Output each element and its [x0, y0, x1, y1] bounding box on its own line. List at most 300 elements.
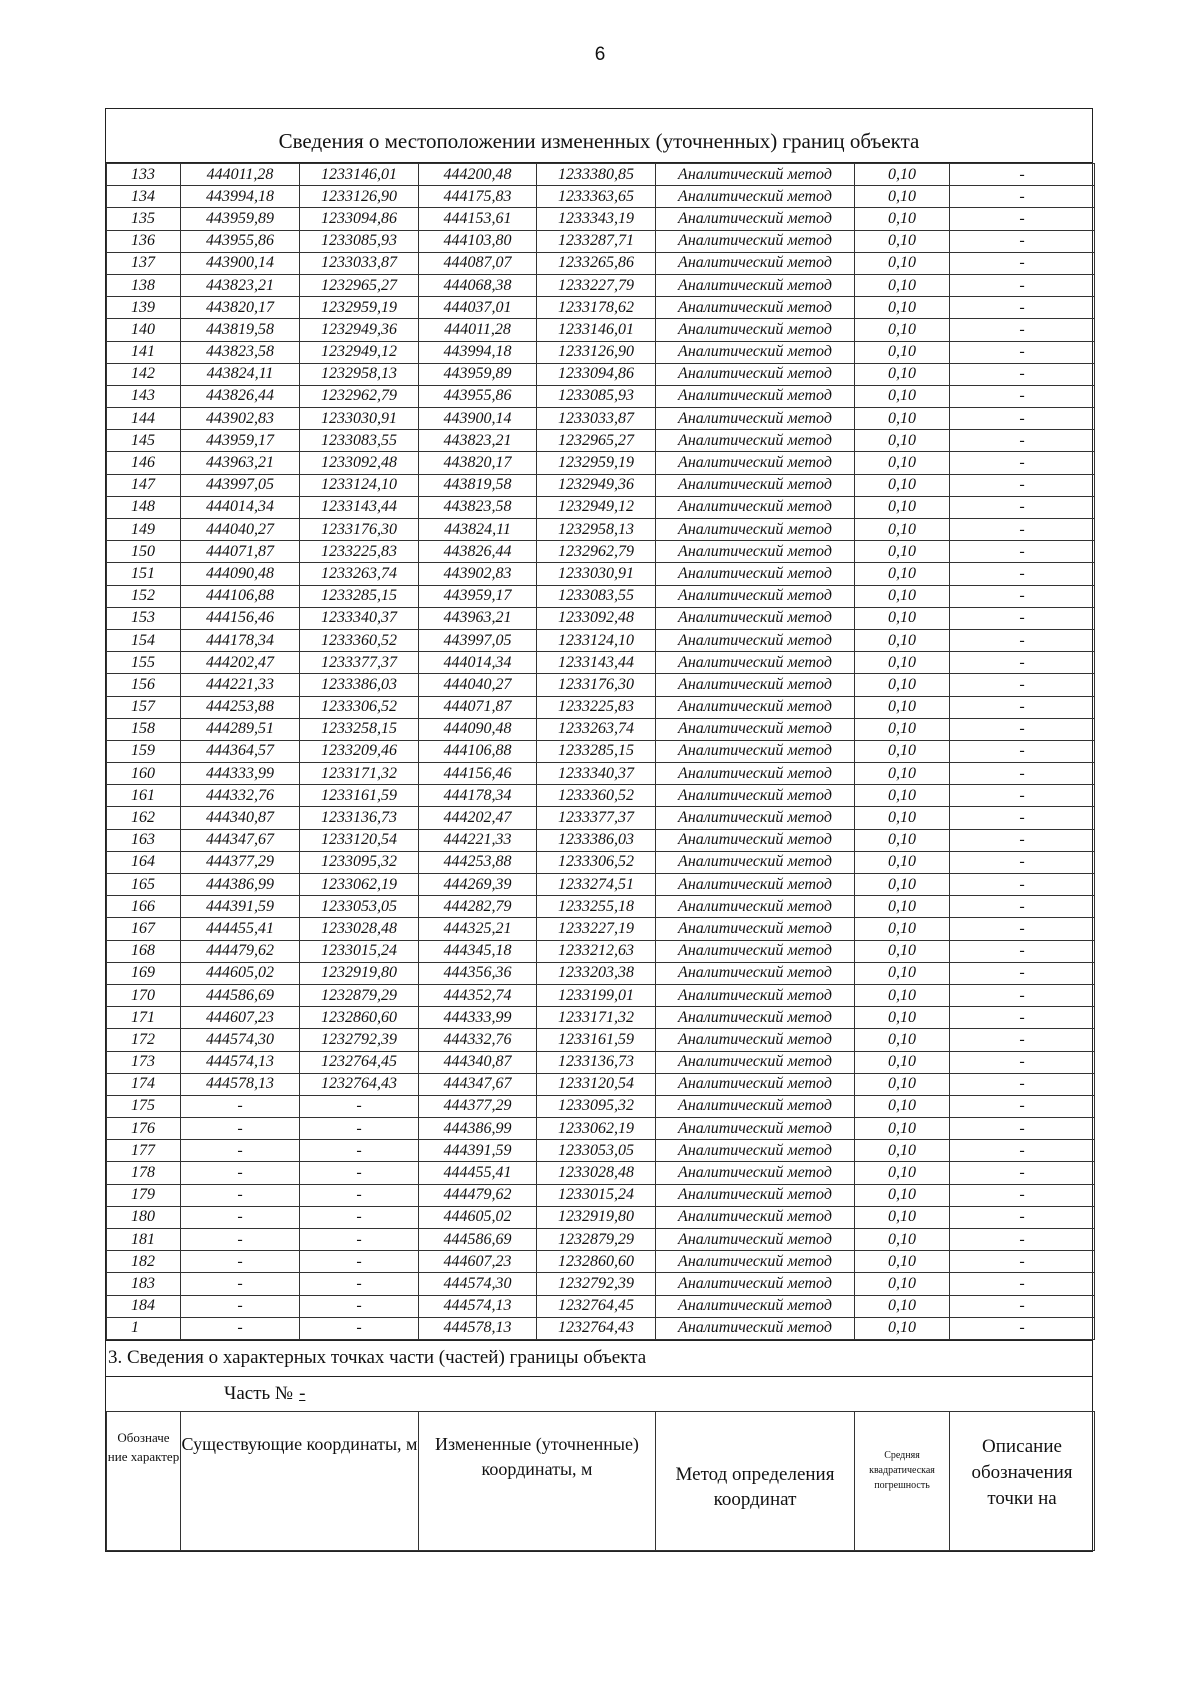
- accuracy-cell: 0,10: [855, 230, 950, 252]
- method-cell: Аналитический метод: [656, 1206, 855, 1228]
- changed-x-cell: 443963,21: [419, 607, 537, 629]
- table-row: [107, 1007, 1095, 1029]
- header-method: Метод определения координат: [656, 1411, 855, 1550]
- changed-x-cell: 444221,33: [419, 829, 537, 851]
- changed-x-cell: 444153,61: [419, 208, 537, 230]
- changed-y-cell: 1233033,87: [537, 408, 656, 430]
- method-cell: Аналитический метод: [656, 652, 855, 674]
- point-number-cell: 160: [107, 763, 181, 785]
- accuracy-cell: 0,10: [855, 1295, 950, 1317]
- point-number-cell: 147: [107, 474, 181, 496]
- existing-y-cell: -: [300, 1206, 419, 1228]
- method-cell: Аналитический метод: [656, 918, 855, 940]
- existing-y-cell: 1232949,36: [300, 319, 419, 341]
- description-cell: -: [950, 452, 1095, 474]
- method-cell: Аналитический метод: [656, 230, 855, 252]
- changed-y-cell: 1232860,60: [537, 1251, 656, 1273]
- existing-y-cell: 1233176,30: [300, 519, 419, 541]
- existing-x-cell: 444333,99: [181, 763, 300, 785]
- existing-x-cell: 443902,83: [181, 408, 300, 430]
- changed-y-cell: 1233227,19: [537, 918, 656, 940]
- changed-y-cell: 1233363,65: [537, 186, 656, 208]
- changed-y-cell: 1233085,93: [537, 385, 656, 407]
- existing-y-cell: 1233126,90: [300, 186, 419, 208]
- section3-header-table: [106, 1411, 1095, 1551]
- point-number-cell: 170: [107, 984, 181, 1006]
- description-cell: -: [950, 297, 1095, 319]
- existing-x-cell: 443963,21: [181, 452, 300, 474]
- changed-y-cell: 1233030,91: [537, 563, 656, 585]
- changed-y-cell: 1233203,38: [537, 962, 656, 984]
- method-cell: Аналитический метод: [656, 1251, 855, 1273]
- existing-y-cell: 1233225,83: [300, 541, 419, 563]
- accuracy-cell: 0,10: [855, 674, 950, 696]
- changed-x-cell: 444103,80: [419, 230, 537, 252]
- accuracy-cell: 0,10: [855, 1206, 950, 1228]
- point-number-cell: 136: [107, 230, 181, 252]
- changed-x-cell: 444040,27: [419, 674, 537, 696]
- accuracy-cell: 0,10: [855, 718, 950, 740]
- existing-y-cell: 1233085,93: [300, 230, 419, 252]
- changed-y-cell: 1232949,36: [537, 474, 656, 496]
- description-cell: -: [950, 1029, 1095, 1051]
- accuracy-cell: 0,10: [855, 1073, 950, 1095]
- changed-x-cell: 443900,14: [419, 408, 537, 430]
- existing-y-cell: -: [300, 1095, 419, 1117]
- table-row: [107, 652, 1095, 674]
- accuracy-cell: 0,10: [855, 563, 950, 585]
- changed-y-cell: 1233285,15: [537, 740, 656, 762]
- table-row: [107, 563, 1095, 585]
- changed-y-cell: 1233227,79: [537, 274, 656, 296]
- existing-x-cell: 444605,02: [181, 962, 300, 984]
- point-number-cell: 158: [107, 718, 181, 740]
- table-row: [107, 829, 1095, 851]
- description-cell: -: [950, 652, 1095, 674]
- description-cell: -: [950, 563, 1095, 585]
- point-number-cell: 154: [107, 629, 181, 651]
- table-row: [107, 629, 1095, 651]
- accuracy-cell: 0,10: [855, 807, 950, 829]
- part-value: -: [299, 1382, 306, 1404]
- existing-x-cell: 444156,46: [181, 607, 300, 629]
- accuracy-cell: 0,10: [855, 984, 950, 1006]
- description-cell: -: [950, 1273, 1095, 1295]
- accuracy-cell: 0,10: [855, 829, 950, 851]
- table-row: [107, 341, 1095, 363]
- existing-y-cell: -: [300, 1273, 419, 1295]
- accuracy-cell: 0,10: [855, 541, 950, 563]
- changed-x-cell: 444479,62: [419, 1184, 537, 1206]
- table-row: [107, 385, 1095, 407]
- changed-x-cell: 443955,86: [419, 385, 537, 407]
- existing-x-cell: 443819,58: [181, 319, 300, 341]
- changed-x-cell: 444352,74: [419, 984, 537, 1006]
- description-cell: -: [950, 252, 1095, 274]
- changed-y-cell: 1233094,86: [537, 363, 656, 385]
- table-row: [107, 274, 1095, 296]
- point-number-cell: 139: [107, 297, 181, 319]
- method-cell: Аналитический метод: [656, 785, 855, 807]
- method-cell: Аналитический метод: [656, 563, 855, 585]
- table-row: [107, 363, 1095, 385]
- existing-y-cell: 1233030,91: [300, 408, 419, 430]
- method-cell: Аналитический метод: [656, 341, 855, 363]
- table-row: [107, 918, 1095, 940]
- accuracy-cell: 0,10: [855, 408, 950, 430]
- table-row: [107, 674, 1095, 696]
- description-cell: -: [950, 829, 1095, 851]
- accuracy-cell: 0,10: [855, 1140, 950, 1162]
- existing-y-cell: 1232965,27: [300, 274, 419, 296]
- accuracy-cell: 0,10: [855, 1051, 950, 1073]
- changed-y-cell: 1233095,32: [537, 1095, 656, 1117]
- existing-x-cell: 444202,47: [181, 652, 300, 674]
- existing-y-cell: 1232879,29: [300, 984, 419, 1006]
- changed-y-cell: 1232919,80: [537, 1206, 656, 1228]
- table-row: [107, 164, 1095, 186]
- point-number-cell: 178: [107, 1162, 181, 1184]
- point-number-cell: 177: [107, 1140, 181, 1162]
- changed-y-cell: 1233340,37: [537, 763, 656, 785]
- changed-x-cell: 443824,11: [419, 519, 537, 541]
- existing-y-cell: 1233136,73: [300, 807, 419, 829]
- changed-y-cell: 1232792,39: [537, 1273, 656, 1295]
- changed-x-cell: 443823,21: [419, 430, 537, 452]
- existing-x-cell: 444455,41: [181, 918, 300, 940]
- existing-y-cell: 1233062,19: [300, 874, 419, 896]
- description-cell: -: [950, 1073, 1095, 1095]
- point-number-cell: 156: [107, 674, 181, 696]
- existing-x-cell: -: [181, 1184, 300, 1206]
- changed-y-cell: 1233083,55: [537, 585, 656, 607]
- point-number-cell: 145: [107, 430, 181, 452]
- existing-x-cell: 444332,76: [181, 785, 300, 807]
- method-cell: Аналитический метод: [656, 519, 855, 541]
- point-number-cell: 167: [107, 918, 181, 940]
- table-row: [107, 541, 1095, 563]
- existing-x-cell: 443994,18: [181, 186, 300, 208]
- accuracy-cell: 0,10: [855, 1162, 950, 1184]
- points-table: [106, 163, 1095, 1340]
- description-cell: -: [950, 363, 1095, 385]
- method-cell: Аналитический метод: [656, 1162, 855, 1184]
- description-cell: -: [950, 674, 1095, 696]
- description-cell: -: [950, 208, 1095, 230]
- accuracy-cell: 0,10: [855, 652, 950, 674]
- changed-x-cell: 444282,79: [419, 896, 537, 918]
- existing-y-cell: 1233258,15: [300, 718, 419, 740]
- changed-x-cell: 443997,05: [419, 629, 537, 651]
- table-row: [107, 408, 1095, 430]
- table-row: [107, 984, 1095, 1006]
- description-cell: -: [950, 1251, 1095, 1273]
- table-row: [107, 940, 1095, 962]
- changed-x-cell: 444391,59: [419, 1140, 537, 1162]
- existing-x-cell: -: [181, 1273, 300, 1295]
- method-cell: Аналитический метод: [656, 1317, 855, 1339]
- point-number-cell: 141: [107, 341, 181, 363]
- changed-y-cell: 1233124,10: [537, 629, 656, 651]
- description-cell: -: [950, 341, 1095, 363]
- method-cell: Аналитический метод: [656, 851, 855, 873]
- existing-y-cell: 1232962,79: [300, 385, 419, 407]
- existing-x-cell: 443900,14: [181, 252, 300, 274]
- accuracy-cell: 0,10: [855, 297, 950, 319]
- existing-x-cell: 444106,88: [181, 585, 300, 607]
- changed-y-cell: 1232764,45: [537, 1295, 656, 1317]
- changed-x-cell: 444386,99: [419, 1118, 537, 1140]
- table-row: [107, 851, 1095, 873]
- changed-y-cell: 1233053,05: [537, 1140, 656, 1162]
- existing-y-cell: -: [300, 1140, 419, 1162]
- existing-x-cell: 444289,51: [181, 718, 300, 740]
- changed-y-cell: 1233265,86: [537, 252, 656, 274]
- changed-x-cell: 444578,13: [419, 1317, 537, 1339]
- accuracy-cell: 0,10: [855, 1118, 950, 1140]
- changed-y-cell: 1233225,83: [537, 696, 656, 718]
- existing-y-cell: 1233340,37: [300, 607, 419, 629]
- method-cell: Аналитический метод: [656, 186, 855, 208]
- table-row: [107, 763, 1095, 785]
- accuracy-cell: 0,10: [855, 252, 950, 274]
- changed-y-cell: 1233274,51: [537, 874, 656, 896]
- accuracy-cell: 0,10: [855, 918, 950, 940]
- existing-y-cell: -: [300, 1184, 419, 1206]
- part-label-row: [106, 1376, 1092, 1411]
- accuracy-cell: 0,10: [855, 164, 950, 186]
- existing-x-cell: 444574,30: [181, 1029, 300, 1051]
- point-number-cell: 153: [107, 607, 181, 629]
- changed-y-cell: 1233028,48: [537, 1162, 656, 1184]
- changed-y-cell: 1233062,19: [537, 1118, 656, 1140]
- method-cell: Аналитический метод: [656, 829, 855, 851]
- table-row: [107, 186, 1095, 208]
- accuracy-cell: 0,10: [855, 1095, 950, 1117]
- existing-y-cell: 1232860,60: [300, 1007, 419, 1029]
- existing-y-cell: 1233143,44: [300, 496, 419, 518]
- description-cell: -: [950, 1007, 1095, 1029]
- existing-x-cell: -: [181, 1140, 300, 1162]
- existing-y-cell: 1233263,74: [300, 563, 419, 585]
- accuracy-cell: 0,10: [855, 940, 950, 962]
- existing-y-cell: 1233161,59: [300, 785, 419, 807]
- existing-y-cell: -: [300, 1317, 419, 1339]
- accuracy-cell: 0,10: [855, 186, 950, 208]
- description-cell: -: [950, 1095, 1095, 1117]
- changed-y-cell: 1233343,19: [537, 208, 656, 230]
- method-cell: Аналитический метод: [656, 164, 855, 186]
- point-number-cell: 180: [107, 1206, 181, 1228]
- accuracy-cell: 0,10: [855, 452, 950, 474]
- existing-x-cell: 443826,44: [181, 385, 300, 407]
- existing-x-cell: 443959,89: [181, 208, 300, 230]
- point-number-cell: 144: [107, 408, 181, 430]
- existing-x-cell: 444014,34: [181, 496, 300, 518]
- existing-y-cell: 1233120,54: [300, 829, 419, 851]
- existing-x-cell: -: [181, 1118, 300, 1140]
- description-cell: -: [950, 274, 1095, 296]
- description-cell: -: [950, 186, 1095, 208]
- point-number-cell: 181: [107, 1229, 181, 1251]
- existing-x-cell: 444347,67: [181, 829, 300, 851]
- point-number-cell: 169: [107, 962, 181, 984]
- existing-x-cell: 443959,17: [181, 430, 300, 452]
- header-existing-coordinates: Существующие координаты, м: [181, 1411, 419, 1550]
- changed-y-cell: 1233161,59: [537, 1029, 656, 1051]
- existing-y-cell: 1233092,48: [300, 452, 419, 474]
- changed-y-cell: 1233199,01: [537, 984, 656, 1006]
- table-row: [107, 1095, 1095, 1117]
- method-cell: Аналитический метод: [656, 740, 855, 762]
- description-cell: -: [950, 319, 1095, 341]
- description-cell: -: [950, 696, 1095, 718]
- method-cell: Аналитический метод: [656, 874, 855, 896]
- point-number-cell: 133: [107, 164, 181, 186]
- changed-y-cell: 1233287,71: [537, 230, 656, 252]
- changed-x-cell: 444175,83: [419, 186, 537, 208]
- part-label: Часть №: [224, 1382, 294, 1404]
- table-row: [107, 1251, 1095, 1273]
- table-row: [107, 1073, 1095, 1095]
- changed-x-cell: 444090,48: [419, 718, 537, 740]
- header-description: Описание обозначения точки на: [950, 1411, 1095, 1550]
- existing-x-cell: 444340,87: [181, 807, 300, 829]
- method-cell: Аналитический метод: [656, 1295, 855, 1317]
- point-number-cell: 168: [107, 940, 181, 962]
- description-cell: -: [950, 785, 1095, 807]
- existing-x-cell: 444574,13: [181, 1051, 300, 1073]
- description-cell: -: [950, 807, 1095, 829]
- point-number-cell: 173: [107, 1051, 181, 1073]
- method-cell: Аналитический метод: [656, 984, 855, 1006]
- accuracy-cell: 0,10: [855, 1184, 950, 1206]
- changed-x-cell: 444605,02: [419, 1206, 537, 1228]
- table-row: [107, 1206, 1095, 1228]
- table-row: [107, 319, 1095, 341]
- changed-y-cell: 1233212,63: [537, 940, 656, 962]
- table-row: [107, 1317, 1095, 1339]
- point-number-cell: 143: [107, 385, 181, 407]
- table-row: [107, 1229, 1095, 1251]
- description-cell: -: [950, 940, 1095, 962]
- point-number-cell: 134: [107, 186, 181, 208]
- changed-x-cell: 444202,47: [419, 807, 537, 829]
- point-number-cell: 165: [107, 874, 181, 896]
- accuracy-cell: 0,10: [855, 430, 950, 452]
- accuracy-cell: 0,10: [855, 962, 950, 984]
- description-cell: -: [950, 585, 1095, 607]
- changed-y-cell: 1233120,54: [537, 1073, 656, 1095]
- existing-y-cell: 1233083,55: [300, 430, 419, 452]
- header-changed-coordinates: Измененные (уточненные) координаты, м: [419, 1411, 656, 1550]
- changed-x-cell: 444340,87: [419, 1051, 537, 1073]
- point-number-cell: 149: [107, 519, 181, 541]
- point-number-cell: 164: [107, 851, 181, 873]
- existing-x-cell: 444071,87: [181, 541, 300, 563]
- point-number-cell: 171: [107, 1007, 181, 1029]
- description-cell: -: [950, 430, 1095, 452]
- description-cell: -: [950, 918, 1095, 940]
- changed-x-cell: 444586,69: [419, 1229, 537, 1251]
- changed-y-cell: 1232879,29: [537, 1229, 656, 1251]
- description-cell: -: [950, 740, 1095, 762]
- existing-x-cell: -: [181, 1229, 300, 1251]
- existing-y-cell: 1232949,12: [300, 341, 419, 363]
- point-number-cell: 161: [107, 785, 181, 807]
- existing-y-cell: 1233306,52: [300, 696, 419, 718]
- existing-y-cell: 1233124,10: [300, 474, 419, 496]
- changed-x-cell: 444377,29: [419, 1095, 537, 1117]
- table-row: [107, 896, 1095, 918]
- changed-x-cell: 443959,17: [419, 585, 537, 607]
- page-number: 6: [594, 44, 606, 65]
- existing-y-cell: 1233053,05: [300, 896, 419, 918]
- method-cell: Аналитический метод: [656, 496, 855, 518]
- table-row: [107, 874, 1095, 896]
- changed-x-cell: 444156,46: [419, 763, 537, 785]
- description-cell: -: [950, 874, 1095, 896]
- table-row: [107, 1140, 1095, 1162]
- point-number-cell: 166: [107, 896, 181, 918]
- existing-y-cell: 1233377,37: [300, 652, 419, 674]
- table-row: [107, 297, 1095, 319]
- description-cell: -: [950, 718, 1095, 740]
- existing-y-cell: 1232959,19: [300, 297, 419, 319]
- changed-x-cell: 444014,34: [419, 652, 537, 674]
- changed-y-cell: 1232958,13: [537, 519, 656, 541]
- description-cell: -: [950, 607, 1095, 629]
- changed-x-cell: 443826,44: [419, 541, 537, 563]
- changed-x-cell: 444106,88: [419, 740, 537, 762]
- accuracy-cell: 0,10: [855, 696, 950, 718]
- existing-x-cell: 444578,13: [181, 1073, 300, 1095]
- method-cell: Аналитический метод: [656, 763, 855, 785]
- point-number-cell: 135: [107, 208, 181, 230]
- existing-x-cell: 443823,21: [181, 274, 300, 296]
- accuracy-cell: 0,10: [855, 1317, 950, 1339]
- point-number-cell: 137: [107, 252, 181, 274]
- description-cell: -: [950, 1162, 1095, 1184]
- existing-x-cell: 444479,62: [181, 940, 300, 962]
- changed-y-cell: 1233136,73: [537, 1051, 656, 1073]
- point-number-cell: 175: [107, 1095, 181, 1117]
- point-number-cell: 157: [107, 696, 181, 718]
- description-cell: -: [950, 1229, 1095, 1251]
- method-cell: Аналитический метод: [656, 1229, 855, 1251]
- changed-y-cell: 1233171,32: [537, 1007, 656, 1029]
- description-cell: -: [950, 385, 1095, 407]
- changed-x-cell: 444345,18: [419, 940, 537, 962]
- changed-x-cell: 444356,36: [419, 962, 537, 984]
- existing-y-cell: 1233171,32: [300, 763, 419, 785]
- method-cell: Аналитический метод: [656, 1184, 855, 1206]
- existing-y-cell: 1233360,52: [300, 629, 419, 651]
- accuracy-cell: 0,10: [855, 740, 950, 762]
- point-number-cell: 179: [107, 1184, 181, 1206]
- existing-x-cell: 444386,99: [181, 874, 300, 896]
- existing-y-cell: 1233094,86: [300, 208, 419, 230]
- method-cell: Аналитический метод: [656, 962, 855, 984]
- existing-x-cell: -: [181, 1317, 300, 1339]
- method-cell: Аналитический метод: [656, 363, 855, 385]
- changed-x-cell: 444011,28: [419, 319, 537, 341]
- existing-x-cell: 444377,29: [181, 851, 300, 873]
- point-number-cell: 159: [107, 740, 181, 762]
- changed-x-cell: 444607,23: [419, 1251, 537, 1273]
- changed-x-cell: 444574,30: [419, 1273, 537, 1295]
- existing-x-cell: 443824,11: [181, 363, 300, 385]
